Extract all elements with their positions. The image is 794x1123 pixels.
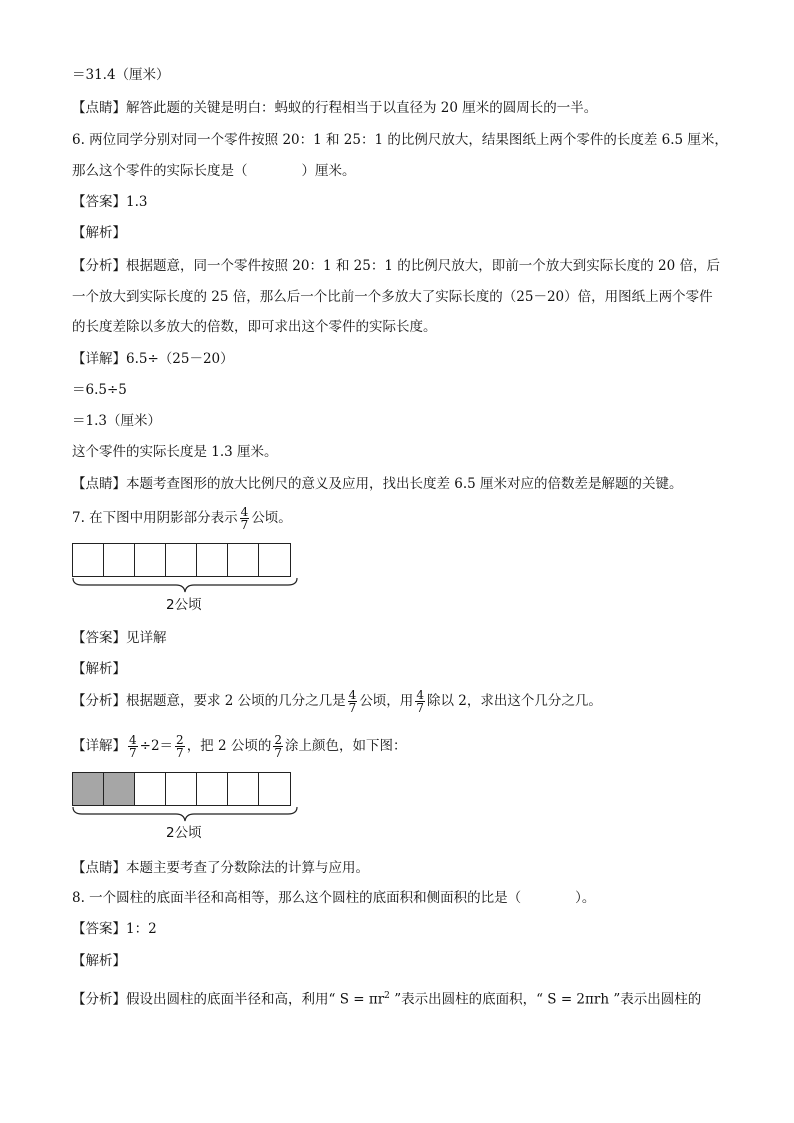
grid-cell — [197, 773, 228, 805]
detail-7-text-pre: 【详解】 — [72, 738, 126, 754]
fraction-numerator: 4 — [416, 688, 424, 702]
fraction-denominator: 7 — [274, 746, 282, 760]
answer-8: 【答案】1：2 — [72, 921, 157, 937]
analysis-8 — [72, 987, 701, 1009]
grid-cell — [228, 544, 259, 576]
fraction-four-sevenths — [240, 506, 250, 531]
hectare-grid-shaded — [72, 772, 291, 806]
analysis-7-text-pre: 【分析】根据题意，要求 2 公顷的几分之几是 — [72, 693, 346, 709]
tip-6: 【点睛】本题考查图形的放大比例尺的意义及应用，找出长度差 6.5 厘米对应的倍数差是解题的关键。 — [72, 476, 683, 492]
brace-icon — [72, 806, 298, 822]
grid-cell — [197, 544, 228, 576]
grid-cell — [228, 773, 259, 805]
analysis-6-line-2: 一个放大到实际长度的 25 倍，那么后一个比前一个多放大了实际长度的（25－20）倍，用图纸上两个零件 — [72, 289, 713, 305]
question-6-line-1: 6. 两位同学分别对同一个零件按照 20：1 和 25：1 的比例尺放大，结果图纸上两个零件的长度差 6.5 厘米， — [72, 132, 728, 148]
analysis-8-heading: 【解析】 — [72, 953, 126, 969]
question-8: 8. 一个圆柱的底面半径和高相等，那么这个圆柱的底面积和侧面积的比是（ ）。 — [72, 890, 596, 906]
grid-cell — [259, 773, 290, 805]
detail-6-line-1: 【详解】6.5÷（25－20） — [72, 351, 234, 367]
detail-7-text-mid1: ÷2＝ — [139, 738, 174, 754]
fraction-denominator: 7 — [129, 746, 137, 760]
fraction-numerator: 4 — [348, 688, 357, 702]
tip-7: 【点睛】本题主要考查了分数除法的计算与应用。 — [72, 860, 369, 876]
analysis-8-text-post: ”表示出圆柱的底面积，“ S = 2πrh ”表示出圆柱的 — [389, 991, 702, 1008]
grid-cell — [166, 544, 197, 576]
analysis-7-heading: 【解析】 — [72, 661, 126, 677]
figure-label: 2公顷 — [166, 825, 202, 841]
fraction-four-sevenths — [415, 689, 425, 714]
analysis-6-heading: 【解析】 — [72, 225, 126, 241]
hectare-grid-blank — [72, 543, 291, 577]
question-6-line-2: 那么这个零件的实际长度是（ ）厘米。 — [72, 163, 356, 179]
figure-label: 2公顷 — [166, 597, 202, 613]
brace-icon — [72, 577, 298, 593]
grid-cell — [73, 773, 104, 805]
fraction-four-sevenths — [128, 734, 138, 759]
grid-cell — [135, 544, 166, 576]
question-7-text-pre: 7. 在下图中用阴影部分表示 — [72, 510, 238, 526]
detail-7-text-post: 涂上颜色，如下图： — [285, 738, 407, 754]
superscript: 2 — [384, 991, 390, 1001]
grid-cell — [166, 773, 197, 805]
analysis-6-line-1: 【分析】根据题意，同一个零件按照 20：1 和 25：1 的比例尺放大，即前一个放大到实际长度的 20 倍，后 — [72, 258, 720, 274]
answer-7: 【答案】见详解 — [72, 630, 167, 646]
fraction-numerator: 2 — [274, 733, 282, 747]
fraction-denominator: 7 — [176, 746, 184, 760]
analysis-6-line-3: 的长度差除以多放大的倍数，即可求出这个零件的实际长度。 — [72, 319, 437, 335]
grid-cell — [259, 544, 290, 576]
tip-line: 【点睛】解答此题的关键是明白：蚂蚁的行程相当于以直径为 20 厘米的圆周长的一半。 — [72, 100, 598, 116]
text-line: ＝31.4（厘米） — [72, 67, 170, 83]
fraction-numerator: 2 — [176, 733, 184, 747]
fraction-denominator: 7 — [416, 701, 424, 715]
detail-7 — [72, 734, 407, 759]
answer-6: 【答案】1.3 — [72, 194, 148, 210]
detail-6-line-2: ＝6.5÷5 — [72, 382, 127, 398]
analysis-8-text-pre: 【分析】假设出圆柱的底面半径和高，利用“ S = πr — [72, 991, 385, 1008]
grid-cell — [73, 544, 104, 576]
question-7-text-post: 公顷。 — [251, 510, 292, 526]
grid-cell — [104, 773, 135, 805]
analysis-7 — [72, 689, 602, 714]
fraction-numerator: 4 — [240, 505, 249, 519]
grid-cell — [135, 773, 166, 805]
fraction-two-sevenths — [273, 734, 283, 759]
fraction-denominator: 7 — [348, 701, 357, 715]
detail-6-line-4: 这个零件的实际长度是 1.3 厘米。 — [72, 444, 278, 460]
question-7 — [72, 506, 292, 531]
fraction-four-sevenths — [348, 689, 358, 714]
fraction-numerator: 4 — [129, 733, 137, 747]
fraction-denominator: 7 — [240, 518, 249, 532]
analysis-7-text-post: 除以 2，求出这个几分之几。 — [426, 693, 602, 709]
detail-7-text-mid2: ，把 2 公顷的 — [186, 738, 272, 754]
detail-6-line-3: ＝1.3（厘米） — [72, 413, 161, 429]
fraction-two-sevenths — [175, 734, 185, 759]
analysis-7-text-mid: 公顷，用 — [359, 693, 414, 709]
grid-cell — [104, 544, 135, 576]
